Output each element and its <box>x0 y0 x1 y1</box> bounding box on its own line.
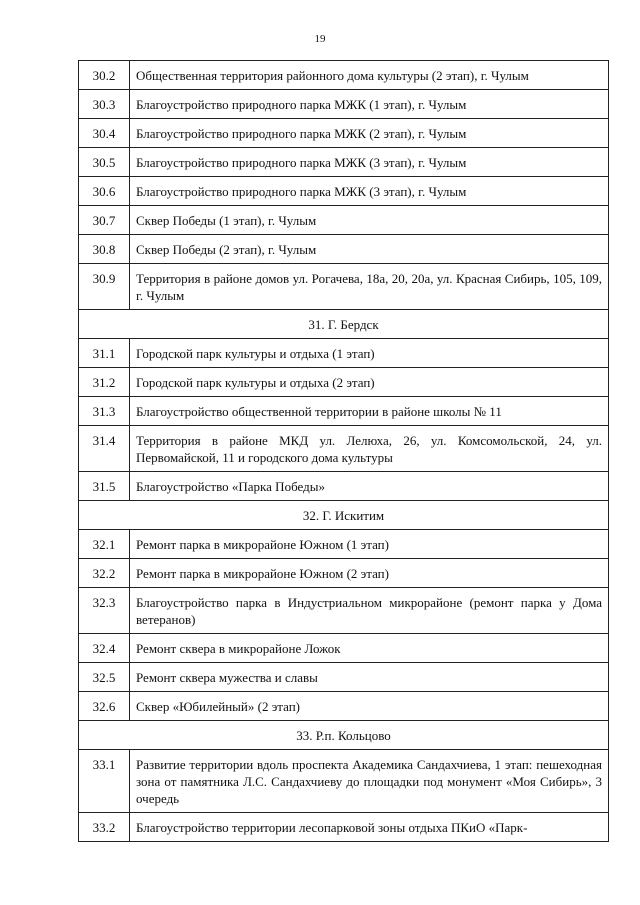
section-row <box>79 310 609 339</box>
section-row <box>79 501 609 530</box>
table-row <box>79 119 609 148</box>
item-description: Ремонт сквера в микрорайоне Ложок <box>130 634 609 663</box>
item-number: 30.6 <box>79 177 130 206</box>
item-description: Сквер Победы (1 этап), г. Чулым <box>130 206 609 235</box>
table-row <box>79 692 609 721</box>
table-row <box>79 426 609 472</box>
item-number: 31.4 <box>79 426 130 472</box>
table-row <box>79 264 609 310</box>
table-row <box>79 148 609 177</box>
item-number: 30.3 <box>79 90 130 119</box>
item-number: 33.2 <box>79 813 130 842</box>
item-description: Городской парк культуры и отдыха (2 этап) <box>130 368 609 397</box>
item-description: Общественная территория районного дома культуры (2 этап), г. Чулым <box>130 61 609 90</box>
table-row <box>79 368 609 397</box>
item-number: 30.2 <box>79 61 130 90</box>
table-row <box>79 530 609 559</box>
section-row <box>79 721 609 750</box>
table-row <box>79 750 609 813</box>
item-description: Сквер «Юбилейный» (2 этап) <box>130 692 609 721</box>
item-description: Ремонт сквера мужества и славы <box>130 663 609 692</box>
item-description: Ремонт парка в микрорайоне Южном (2 этап) <box>130 559 609 588</box>
item-description: Благоустройство «Парка Победы» <box>130 472 609 501</box>
item-number: 32.2 <box>79 559 130 588</box>
section-heading: 33. Р.п. Кольцово <box>79 721 609 750</box>
item-description: Сквер Победы (2 этап), г. Чулым <box>130 235 609 264</box>
table-row <box>79 235 609 264</box>
item-description: Территория в районе МКД ул. Лелюха, 26, ул. Комсомольской, 24, ул. Первомайской, 11 и городского дома культуры <box>130 426 609 472</box>
item-description: Развитие территории вдоль проспекта Академика Сандахчиева, 1 этап: пешеходная зона от памятника Л.С. Сандахчиеву до площадки под монумент «Моя Сибирь», 3 очередь <box>130 750 609 813</box>
table-row <box>79 663 609 692</box>
item-description: Благоустройство парка в Индустриальном микрорайоне (ремонт парка у Дома ветеранов) <box>130 588 609 634</box>
item-number: 30.8 <box>79 235 130 264</box>
table-row <box>79 588 609 634</box>
item-description: Благоустройство территории лесопарковой зоны отдыха ПКиО «Парк- <box>130 813 609 842</box>
item-description: Благоустройство природного парка МЖК (1 этап), г. Чулым <box>130 90 609 119</box>
item-number: 32.4 <box>79 634 130 663</box>
item-number: 31.3 <box>79 397 130 426</box>
table-row <box>79 397 609 426</box>
item-description: Благоустройство общественной территории в районе школы № 11 <box>130 397 609 426</box>
item-number: 31.2 <box>79 368 130 397</box>
item-description: Благоустройство природного парка МЖК (3 этап), г. Чулым <box>130 177 609 206</box>
item-number: 30.9 <box>79 264 130 310</box>
item-description: Городской парк культуры и отдыха (1 этап) <box>130 339 609 368</box>
item-number: 30.5 <box>79 148 130 177</box>
item-number: 30.4 <box>79 119 130 148</box>
item-number: 32.1 <box>79 530 130 559</box>
item-description: Ремонт парка в микрорайоне Южном (1 этап) <box>130 530 609 559</box>
table-row <box>79 90 609 119</box>
item-number: 31.5 <box>79 472 130 501</box>
table-row <box>79 61 609 90</box>
page-number: 19 <box>314 33 326 45</box>
table-row <box>79 813 609 842</box>
table-row <box>79 472 609 501</box>
territory-table <box>78 60 609 842</box>
table-row <box>79 206 609 235</box>
item-description: Территория в районе домов ул. Рогачева, 18а, 20, 20а, ул. Красная Сибирь, 105, 109, г. Чулым <box>130 264 609 310</box>
item-number: 32.5 <box>79 663 130 692</box>
table-row <box>79 559 609 588</box>
section-heading: 31. Г. Бердск <box>79 310 609 339</box>
item-number: 32.6 <box>79 692 130 721</box>
item-number: 30.7 <box>79 206 130 235</box>
table-row <box>79 177 609 206</box>
table-row <box>79 634 609 663</box>
item-number: 32.3 <box>79 588 130 634</box>
item-description: Благоустройство природного парка МЖК (3 этап), г. Чулым <box>130 148 609 177</box>
item-description: Благоустройство природного парка МЖК (2 этап), г. Чулым <box>130 119 609 148</box>
item-number: 33.1 <box>79 750 130 813</box>
table-body <box>79 61 609 842</box>
item-number: 31.1 <box>79 339 130 368</box>
section-heading: 32. Г. Искитим <box>79 501 609 530</box>
table-row <box>79 339 609 368</box>
